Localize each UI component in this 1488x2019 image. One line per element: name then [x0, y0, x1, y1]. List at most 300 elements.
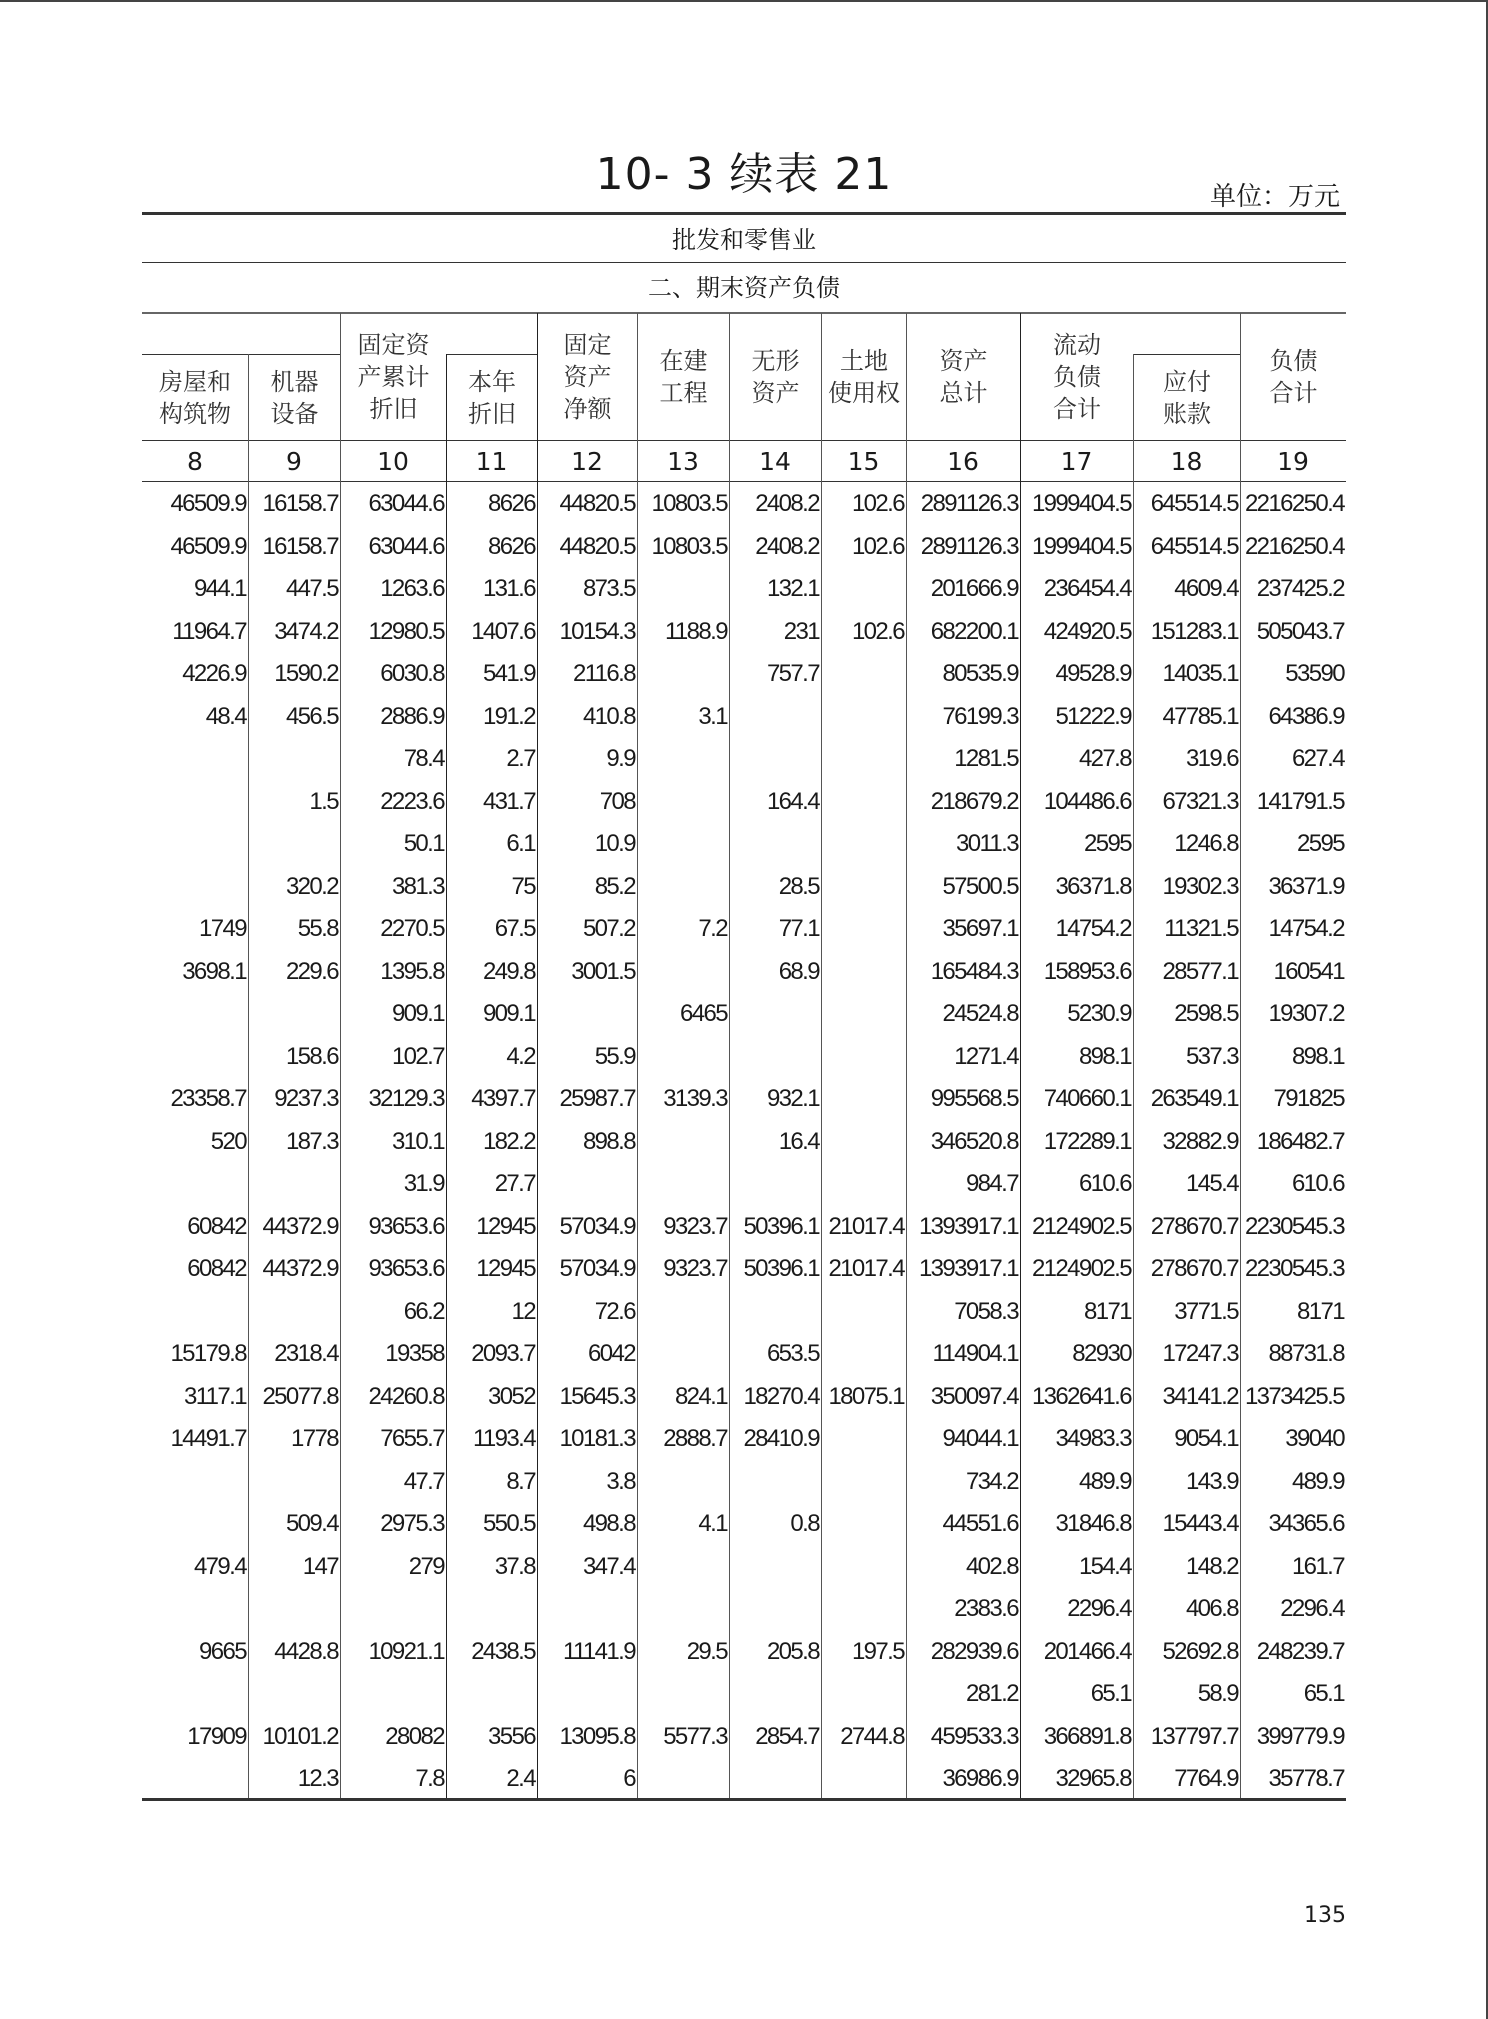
- table-cell: 2595: [1084, 830, 1131, 857]
- table-cell: 7058.3: [954, 1297, 1018, 1325]
- table-row: [142, 611, 1346, 653]
- table-cell: 319.6: [1185, 745, 1238, 772]
- table-cell: [637, 781, 729, 823]
- table-cell: 13095.8: [559, 1722, 635, 1750]
- table-cell: 2270.5: [380, 915, 444, 942]
- table-cell: 2888.7: [663, 1425, 727, 1452]
- table-cell: 15645.3: [559, 1382, 635, 1410]
- table-cell: 3139.3: [663, 1085, 727, 1112]
- table-cell: [729, 1291, 821, 1333]
- table-cell: 7.8: [415, 1765, 444, 1792]
- table-cell: [729, 1461, 821, 1503]
- table-cell: [340, 1673, 446, 1715]
- table-cell: 68.9: [778, 957, 819, 985]
- table-cell: 4397.7: [471, 1085, 535, 1112]
- table-cell: 505043.7: [1256, 617, 1344, 645]
- industry-heading: 批发和零售业: [672, 226, 816, 254]
- table-cell: [340, 1588, 446, 1630]
- table-cell: 231: [783, 617, 819, 645]
- table-cell: 28.5: [778, 872, 819, 900]
- table-cell: 57034.9: [559, 1212, 635, 1240]
- table-cell: 1395.8: [380, 957, 444, 985]
- table-cell: 35697.1: [942, 915, 1018, 942]
- table-cell: 653.5: [766, 1340, 819, 1367]
- table-cell: 19302.3: [1162, 872, 1238, 900]
- table-cell: 201666.9: [930, 575, 1018, 602]
- header-accumulated-depreciation: 固定资 产累计 折旧: [357, 331, 430, 423]
- table-cell: [248, 823, 340, 865]
- table-cell: 44551.6: [942, 1510, 1018, 1537]
- table-cell: [142, 738, 248, 780]
- table-cell: 909.1: [482, 1000, 535, 1027]
- table-cell: 94044.1: [942, 1425, 1018, 1452]
- table-cell: [248, 1588, 340, 1630]
- table-cell: [142, 1036, 248, 1078]
- table-cell: [637, 1461, 729, 1503]
- table-cell: 1188.9: [664, 617, 727, 645]
- table-cell: 16.4: [778, 1127, 819, 1155]
- table-cell: 263549.1: [1150, 1085, 1238, 1112]
- table-cell: [821, 1121, 906, 1163]
- table-cell: 366891.8: [1043, 1722, 1131, 1750]
- table-cell: 2216250.4: [1244, 532, 1344, 560]
- table-row: [142, 1121, 1346, 1163]
- table-cell: 740660.1: [1043, 1085, 1131, 1112]
- table-cell: 77.1: [778, 915, 819, 942]
- header-land-use-rights: 土地 使用权: [828, 347, 900, 407]
- table-cell: [637, 1163, 729, 1205]
- table-cell: 37.8: [494, 1552, 535, 1580]
- table-cell: 509.4: [285, 1510, 338, 1537]
- table-row: [142, 781, 1346, 823]
- table-cell: 102.6: [851, 532, 904, 560]
- table-cell: 2383.6: [954, 1595, 1018, 1622]
- table-cell: 161.7: [1291, 1552, 1344, 1580]
- table-cell: 406.8: [1185, 1595, 1238, 1622]
- table-cell: 15443.4: [1162, 1510, 1238, 1537]
- table-cell: 88731.8: [1268, 1340, 1344, 1367]
- table-cell: 36371.9: [1268, 872, 1344, 900]
- table-cell: [729, 1163, 821, 1205]
- table-cell: 2296.4: [1280, 1595, 1344, 1622]
- table-cell: 28410.9: [743, 1425, 819, 1452]
- table-cell: 85.2: [594, 872, 635, 900]
- table-cell: 824.1: [674, 1382, 727, 1410]
- table-cell: 402.8: [965, 1552, 1018, 1580]
- header-total-assets: 资产 总计: [939, 347, 988, 407]
- table-cell: 51222.9: [1055, 702, 1131, 730]
- table-cell: 67321.3: [1162, 787, 1238, 815]
- table-cell: 145.4: [1185, 1170, 1238, 1197]
- table-cell: 82930: [1072, 1340, 1131, 1367]
- table-cell: 3698.1: [182, 957, 246, 985]
- table-cell: 2.7: [506, 745, 535, 772]
- table-cell: 9.9: [606, 745, 635, 772]
- table-cell: 278670.7: [1150, 1212, 1238, 1240]
- column-number: 15: [847, 446, 880, 476]
- table-cell: 489.9: [1078, 1467, 1131, 1495]
- table-cell: 237425.2: [1256, 575, 1344, 602]
- table-cell: 10.9: [594, 830, 635, 857]
- table-cell: 191.2: [482, 702, 535, 730]
- table-cell: 278670.7: [1150, 1255, 1238, 1282]
- column-number: 8: [187, 446, 203, 476]
- table-cell: [821, 1673, 906, 1715]
- table-cell: [248, 1673, 340, 1715]
- table-cell: [821, 653, 906, 695]
- header-machinery: 机器 设备: [270, 367, 319, 428]
- table-cell: 6: [623, 1765, 635, 1792]
- table-cell: 734.2: [965, 1467, 1018, 1495]
- table-cell: 65.1: [1303, 1680, 1344, 1707]
- table-cell: [142, 1758, 248, 1800]
- table-cell: 24260.8: [368, 1382, 444, 1410]
- industry-rule: [142, 262, 1346, 263]
- table-cell: [637, 738, 729, 780]
- table-cell: [821, 1163, 906, 1205]
- table-cell: 2744.8: [840, 1722, 904, 1750]
- table-cell: 11141.9: [563, 1637, 635, 1665]
- table-cell: 64386.9: [1268, 702, 1344, 730]
- table-cell: 537.3: [1185, 1042, 1238, 1070]
- table-cell: 6465: [680, 1000, 727, 1027]
- table-cell: 550.5: [482, 1510, 535, 1537]
- table-cell: 248239.7: [1256, 1637, 1344, 1665]
- table-cell: 187.3: [285, 1127, 338, 1155]
- table-cell: 17247.3: [1162, 1340, 1238, 1367]
- table-cell: [142, 1673, 248, 1715]
- table-cell: 627.4: [1291, 745, 1344, 772]
- table-cell: 35778.7: [1268, 1765, 1344, 1792]
- table-cell: 489.9: [1291, 1467, 1344, 1495]
- table-cell: [142, 866, 248, 908]
- table-cell: 1271.4: [954, 1042, 1018, 1070]
- table-cell: 2438.5: [471, 1637, 535, 1665]
- table-cell: 147: [302, 1552, 338, 1580]
- table-cell: 1393917.1: [918, 1212, 1018, 1240]
- table-cell: 1362641.6: [1031, 1382, 1131, 1410]
- table-cell: 2116.8: [572, 660, 635, 687]
- table-cell: [821, 1546, 906, 1588]
- table-cell: [637, 1121, 729, 1163]
- table-cell: 320.2: [285, 872, 338, 900]
- table-cell: 44820.5: [559, 490, 635, 517]
- table-cell: 431.7: [482, 787, 535, 815]
- table-cell: 5577.3: [663, 1722, 727, 1750]
- table-row: [142, 1163, 1346, 1205]
- table-cell: 944.1: [193, 575, 246, 602]
- table-cell: 2854.7: [755, 1722, 819, 1750]
- table-cell: 1.5: [309, 787, 338, 815]
- table-cell: 93653.6: [368, 1212, 444, 1240]
- table-cell: 4428.8: [274, 1637, 338, 1665]
- table-cell: [142, 1588, 248, 1630]
- top-rule: [142, 212, 1346, 215]
- table-cell: [142, 823, 248, 865]
- table-cell: 2595: [1297, 830, 1344, 857]
- table-cell: 610.6: [1078, 1170, 1131, 1197]
- table-cell: 2223.6: [380, 787, 444, 815]
- table-row: [142, 483, 1346, 525]
- table-cell: 141791.5: [1256, 787, 1344, 815]
- table-cell: [637, 1546, 729, 1588]
- table-cell: 7655.7: [380, 1425, 444, 1452]
- table-cell: 346520.8: [930, 1127, 1018, 1155]
- table-cell: 1281.5: [954, 745, 1018, 772]
- table-cell: 197.5: [851, 1637, 904, 1665]
- table-cell: 8626: [488, 532, 535, 560]
- table-cell: [142, 993, 248, 1035]
- table-cell: 14035.1: [1162, 660, 1238, 687]
- table-cell: 2230545.3: [1244, 1212, 1344, 1240]
- table-cell: 3474.2: [274, 617, 338, 645]
- table-cell: 541.9: [482, 660, 535, 687]
- table-cell: [637, 1291, 729, 1333]
- table-row: [142, 1206, 1346, 1248]
- table-cell: [637, 653, 729, 695]
- table-cell: [248, 1163, 340, 1205]
- table-cell: [821, 1418, 906, 1460]
- table-cell: [821, 908, 906, 950]
- table-cell: 6042: [588, 1340, 635, 1367]
- table-row: [142, 1036, 1346, 1078]
- table-cell: 350097.4: [930, 1382, 1018, 1410]
- table-row: [142, 1716, 1346, 1758]
- table-cell: [537, 1588, 637, 1630]
- table-cell: [142, 1461, 248, 1503]
- table-cell: 50.1: [403, 830, 444, 857]
- table-cell: [142, 1503, 248, 1545]
- table-cell: [821, 1333, 906, 1375]
- table-cell: 399779.9: [1256, 1722, 1344, 1750]
- table-row: [142, 653, 1346, 695]
- table-cell: 281.2: [965, 1680, 1018, 1707]
- table-row: [142, 1333, 1346, 1375]
- table-row: [142, 951, 1346, 993]
- table-cell: 310.1: [391, 1127, 444, 1155]
- table-row: [142, 1546, 1346, 1588]
- table-cell: 1393917.1: [918, 1255, 1018, 1282]
- table-cell: 158953.6: [1043, 957, 1131, 985]
- table-cell: [729, 738, 821, 780]
- table-cell: 898.1: [1291, 1042, 1344, 1070]
- table-cell: 19307.2: [1268, 1000, 1344, 1027]
- table-cell: 36371.8: [1055, 872, 1131, 900]
- table-cell: 791825: [1273, 1085, 1344, 1112]
- table-cell: [729, 1588, 821, 1630]
- table-cell: 10921.1: [368, 1637, 444, 1665]
- table-row: [142, 696, 1346, 738]
- table-cell: 46509.9: [170, 532, 246, 560]
- table-row: [142, 1631, 1346, 1673]
- table-cell: [142, 781, 248, 823]
- table-cell: 47.7: [403, 1467, 444, 1495]
- table-cell: 15179.8: [170, 1340, 246, 1367]
- table-cell: 4.2: [506, 1042, 535, 1070]
- table-cell: 498.8: [582, 1510, 635, 1537]
- column-number: 12: [571, 446, 603, 476]
- table-cell: 34141.2: [1162, 1382, 1238, 1410]
- table-cell: 8171: [1084, 1297, 1131, 1325]
- table-cell: 50396.1: [743, 1255, 819, 1282]
- table-cell: 102.6: [851, 490, 904, 517]
- table-cell: [637, 568, 729, 610]
- header-intangible-assets: 无形 资产: [751, 347, 800, 407]
- table-cell: 1407.6: [471, 617, 535, 645]
- table-cell: [537, 1673, 637, 1715]
- table-cell: 9054.1: [1174, 1425, 1238, 1452]
- table-cell: 2.4: [506, 1765, 535, 1792]
- table-cell: 424920.5: [1043, 617, 1131, 645]
- table-cell: [637, 1588, 729, 1630]
- table-cell: 14754.2: [1055, 915, 1131, 942]
- table-cell: 218679.2: [930, 787, 1018, 815]
- table-cell: 7764.9: [1174, 1765, 1238, 1792]
- table-cell: 10154.3: [559, 617, 635, 645]
- table-cell: 12945: [476, 1255, 535, 1282]
- table-cell: 520: [210, 1127, 246, 1155]
- table-cell: 57034.9: [559, 1255, 635, 1282]
- table-cell: 2886.9: [380, 702, 444, 730]
- table-row: [142, 1461, 1346, 1503]
- table-cell: 205.8: [766, 1637, 819, 1665]
- table-cell: [637, 1333, 729, 1375]
- table-cell: [248, 1461, 340, 1503]
- table-cell: 16158.7: [262, 532, 338, 560]
- column-number: 17: [1060, 446, 1093, 476]
- table-cell: 72.6: [594, 1297, 635, 1325]
- column-number: 16: [947, 446, 979, 476]
- table-cell: 60842: [187, 1255, 246, 1282]
- table-cell: 55.9: [594, 1042, 635, 1070]
- table-cell: 3.8: [606, 1467, 635, 1495]
- table-cell: [821, 1036, 906, 1078]
- header-accounts-payable: 应付 账款: [1163, 367, 1211, 428]
- table-row: [142, 1673, 1346, 1715]
- table-cell: 31846.8: [1055, 1510, 1131, 1537]
- table-cell: 12980.5: [368, 617, 444, 645]
- table-cell: [729, 1546, 821, 1588]
- table-row: [142, 866, 1346, 908]
- table-cell: 21017.4: [828, 1212, 904, 1240]
- table-cell: [637, 951, 729, 993]
- table-cell: 459533.3: [930, 1722, 1018, 1750]
- table-cell: 984.7: [965, 1170, 1018, 1197]
- table-cell: 27.7: [494, 1170, 535, 1197]
- table-cell: 34983.3: [1055, 1425, 1131, 1452]
- table-cell: [821, 993, 906, 1035]
- table-cell: 4.1: [698, 1510, 727, 1537]
- table-cell: 3117.1: [183, 1382, 246, 1410]
- table-cell: 10101.2: [262, 1722, 338, 1750]
- table-cell: 78.4: [403, 745, 444, 772]
- table-cell: 2318.4: [274, 1340, 338, 1367]
- table-cell: 12: [511, 1297, 535, 1325]
- table-cell: 2124902.5: [1031, 1255, 1131, 1282]
- table-cell: [248, 993, 340, 1035]
- table-cell: 28577.1: [1162, 957, 1238, 985]
- table-cell: [821, 568, 906, 610]
- table-cell: [729, 1758, 821, 1800]
- header-current-liabilities: 流动 负债 合计: [1053, 331, 1101, 423]
- table-cell: 873.5: [582, 575, 635, 602]
- table-cell: 645514.5: [1150, 532, 1238, 560]
- table-cell: 2296.4: [1067, 1595, 1131, 1622]
- table-cell: 201466.4: [1043, 1637, 1131, 1665]
- table-row: [142, 568, 1346, 610]
- table-cell: [537, 1163, 637, 1205]
- table-cell: [821, 1758, 906, 1800]
- table-cell: 282939.6: [930, 1637, 1018, 1665]
- table-cell: 898.8: [582, 1127, 635, 1155]
- table-cell: 21017.4: [828, 1255, 904, 1282]
- table-cell: 8626: [488, 490, 535, 517]
- table-cell: 10181.3: [559, 1425, 635, 1452]
- table-row: [142, 1376, 1346, 1418]
- table-cell: 9237.3: [274, 1085, 338, 1112]
- table-cell: 132.1: [766, 575, 819, 602]
- table-cell: 14754.2: [1268, 915, 1344, 942]
- header-net-fixed-assets: 固定 资产 净额: [563, 331, 612, 423]
- table-cell: 8.7: [506, 1467, 535, 1495]
- table-cell: 6030.8: [380, 660, 444, 687]
- table-cell: 23358.7: [170, 1085, 246, 1112]
- table-cell: 10803.5: [651, 532, 727, 560]
- table-cell: 5230.9: [1067, 1000, 1131, 1027]
- table-row: [142, 1078, 1346, 1120]
- table-cell: [248, 738, 340, 780]
- table-cell: 28082: [385, 1722, 444, 1750]
- table-cell: 24524.8: [942, 1000, 1018, 1027]
- table-row: [142, 1291, 1346, 1333]
- header-bottom-rule: [142, 440, 1346, 441]
- table-cell: 898.1: [1078, 1042, 1131, 1070]
- table-cell: 34365.6: [1268, 1510, 1344, 1537]
- table-cell: 3556: [488, 1722, 535, 1750]
- table-cell: [729, 696, 821, 738]
- table-cell: 58.9: [1197, 1680, 1238, 1707]
- table-cell: [821, 951, 906, 993]
- table-cell: [446, 1673, 537, 1715]
- table-cell: 36986.9: [942, 1765, 1018, 1792]
- table-cell: 10803.5: [651, 490, 727, 517]
- table-cell: 2975.3: [380, 1510, 444, 1537]
- table-cell: [821, 696, 906, 738]
- table-cell: 80535.9: [942, 660, 1018, 687]
- table-cell: 1193.4: [472, 1425, 535, 1452]
- table-cell: [821, 866, 906, 908]
- table-cell: 49528.9: [1055, 660, 1131, 687]
- table-cell: 4609.4: [1174, 575, 1238, 602]
- table-cell: 52692.8: [1162, 1637, 1238, 1665]
- table-cell: 44820.5: [559, 532, 635, 560]
- table-cell: 1778: [291, 1425, 338, 1452]
- table-cell: 1373425.5: [1244, 1382, 1344, 1410]
- header-total-liabilities: 负债 合计: [1269, 347, 1318, 407]
- table-cell: 932.1: [766, 1085, 819, 1112]
- table-cell: 25077.8: [262, 1382, 338, 1410]
- table-cell: 8171: [1297, 1297, 1344, 1325]
- table-cell: 143.9: [1185, 1467, 1238, 1495]
- table-cell: 32882.9: [1162, 1127, 1238, 1155]
- table-cell: 0.8: [790, 1510, 819, 1537]
- table-cell: 60842: [187, 1212, 246, 1240]
- table-row: [142, 993, 1346, 1035]
- table-cell: 3771.5: [1174, 1297, 1238, 1325]
- table-cell: 3052: [488, 1382, 535, 1410]
- table-cell: 2124902.5: [1031, 1212, 1131, 1240]
- table-cell: 479.4: [193, 1552, 246, 1580]
